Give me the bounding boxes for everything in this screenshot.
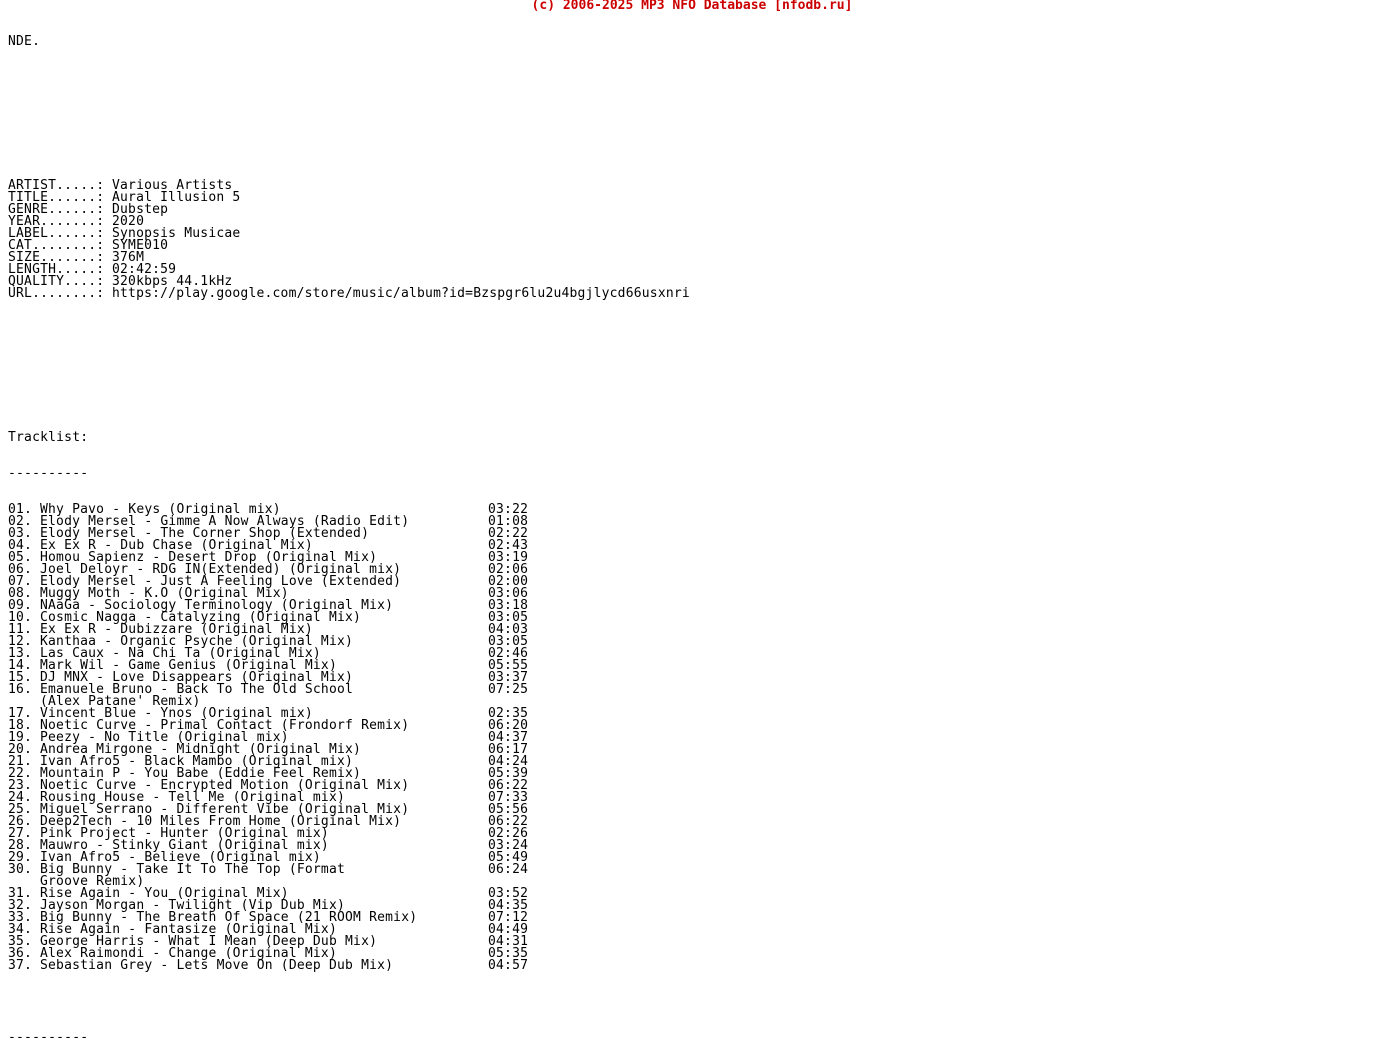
track-number: 22.: [8, 766, 33, 781]
track-duration: 03:06: [488, 586, 529, 601]
track-title: Peezy - No Title (Original mix): [40, 730, 289, 745]
track-duration: 06:20: [488, 718, 529, 733]
track-number: 09.: [8, 598, 33, 613]
track-title: Elody Mersel - The Corner Shop (Extended): [40, 526, 370, 541]
track-row: [8, 804, 690, 816]
track-title: Mark Wil - Game Genius (Original Mix): [40, 658, 337, 673]
track-title: Ivan Afro5 - Black Mambo (Original mix): [40, 754, 354, 769]
meta-value: Various Artists: [112, 178, 233, 193]
track-number: 28.: [8, 838, 33, 853]
track-number: 13.: [8, 646, 33, 661]
track-duration: 04:37: [488, 730, 529, 745]
track-number: 24.: [8, 790, 33, 805]
track-duration: 03:05: [488, 610, 529, 625]
track-row: [8, 948, 690, 960]
track-number: 05.: [8, 550, 33, 565]
track-duration: 03:05: [488, 634, 529, 649]
track-title: Big Bunny - Take It To The Top (Format: [40, 862, 346, 877]
track-title: Andrea Mirgone - Midnight (Original Mix): [40, 742, 362, 757]
track-title: Why Pavo - Keys (Original mix): [40, 502, 281, 517]
track-row: [8, 792, 690, 804]
track-number: 35.: [8, 934, 33, 949]
track-number: 14.: [8, 658, 33, 673]
meta-value: SYME010: [112, 238, 169, 253]
meta-key: URL........:: [8, 286, 105, 301]
meta-key: SIZE.......:: [8, 250, 105, 265]
track-title: Ivan Afro5 - Believe (Original mix): [40, 850, 321, 865]
spacer: [8, 360, 690, 372]
track-title-remix: (Alex Patane' Remix): [40, 694, 201, 709]
track-number: 21.: [8, 754, 33, 769]
track-duration: 02:35: [488, 706, 529, 721]
track-title: Elody Mersel - Just A Feeling Love (Extended): [40, 574, 402, 589]
track-title-remix: Groove Remix): [40, 874, 145, 889]
track-duration: 04:49: [488, 922, 529, 937]
meta-value: https://play.google.com/store/music/album?id=Bzspgr6lu2u4bgjlycd66usxnri: [112, 286, 690, 301]
track-number: 23.: [8, 778, 33, 793]
meta-key: ARTIST.....:: [8, 178, 105, 193]
track-number: 17.: [8, 706, 33, 721]
track-number: 26.: [8, 814, 33, 829]
tracklist-divider: ----------: [8, 466, 89, 481]
spacer: [8, 996, 690, 1008]
meta-row: [8, 204, 690, 216]
track-duration: 04:35: [488, 898, 529, 913]
track-title: Homou Sapienz - Desert Drop (Original Mix): [40, 550, 378, 565]
track-title: Miguel Serrano - Different Vibe (Original Mix): [40, 802, 410, 817]
track-row: [8, 924, 690, 936]
track-title: Vincent Blue - Ynos (Original mix): [40, 706, 313, 721]
track-row: [8, 912, 690, 924]
track-title: Emanuele Bruno - Back To The Old School: [40, 682, 354, 697]
track-duration: 03:24: [488, 838, 529, 853]
track-title: Pink Project - Hunter (Original mix): [40, 826, 329, 841]
track-duration: 06:22: [488, 778, 529, 793]
meta-value: 02:42:59: [112, 262, 177, 277]
track-title: Elody Mersel - Gimme A Now Always (Radio Edit): [40, 514, 410, 529]
track-duration: 02:46: [488, 646, 529, 661]
track-duration: 04:03: [488, 622, 529, 637]
track-duration: 03:37: [488, 670, 529, 685]
track-duration: 02:06: [488, 562, 529, 577]
track-title: NAaGa - Sociology Terminology (Original Mix): [40, 598, 394, 613]
track-row: [8, 864, 690, 876]
track-row: [8, 888, 690, 900]
spacer: [8, 72, 690, 84]
track-number: 32.: [8, 898, 33, 913]
track-duration: 07:25: [488, 682, 529, 697]
track-number: 03.: [8, 526, 33, 541]
track-number: 25.: [8, 802, 33, 817]
meta-row: [8, 252, 690, 264]
track-number: 31.: [8, 886, 33, 901]
meta-value: 2020: [112, 214, 145, 229]
track-title: Joel Deloyr - RDG IN(Extended) (Original mix): [40, 562, 402, 577]
track-number: 07.: [8, 574, 33, 589]
track-title: Kanthaa - Organic Psyche (Original Mix): [40, 634, 354, 649]
meta-value: Synopsis Musicae: [112, 226, 241, 241]
track-title: Rise Again - You (Original Mix): [40, 886, 289, 901]
track-duration: 07:12: [488, 910, 529, 925]
track-duration: 05:56: [488, 802, 529, 817]
track-number: 15.: [8, 670, 33, 685]
track-title: Deep2Tech - 10 Miles From Home (Original Mix): [40, 814, 402, 829]
spacer: [8, 144, 690, 156]
track-duration: 06:17: [488, 742, 529, 757]
copyright-notice: (c) 2006-2025 MP3 NFO Database [nfodb.ru]: [531, 0, 853, 13]
track-duration: 07:33: [488, 790, 529, 805]
track-number: 33.: [8, 910, 33, 925]
track-duration: 05:49: [488, 850, 529, 865]
meta-row: [8, 180, 690, 192]
track-title: Rousing House - Tell Me (Original mix): [40, 790, 346, 805]
track-row: [8, 780, 690, 792]
track-duration: 04:31: [488, 934, 529, 949]
track-number: 36.: [8, 946, 33, 961]
track-title: George Harris - What I Mean (Deep Dub Mix): [40, 934, 378, 949]
track-number: 16.: [8, 682, 33, 697]
track-number: 20.: [8, 742, 33, 757]
track-row: [8, 936, 690, 948]
track-duration: 03:19: [488, 550, 529, 565]
track-row: [8, 816, 690, 828]
spacer: [8, 324, 690, 336]
track-duration: 04:24: [488, 754, 529, 769]
track-number: 34.: [8, 922, 33, 937]
meta-key: CAT........:: [8, 238, 105, 253]
track-number: 11.: [8, 622, 33, 637]
track-number: 37.: [8, 958, 33, 973]
track-row: [8, 900, 690, 912]
track-title: Cosmic Nagga - Catalyzing (Original Mix): [40, 610, 362, 625]
meta-row: [8, 288, 690, 300]
track-number: 01.: [8, 502, 33, 517]
track-title: Noetic Curve - Encrypted Motion (Original Mix): [40, 778, 410, 793]
track-duration: 02:22: [488, 526, 529, 541]
track-duration: 03:52: [488, 886, 529, 901]
track-title: Big Bunny - The Breath Of Space (21 ROOM Remix): [40, 910, 418, 925]
track-duration: 02:00: [488, 574, 529, 589]
track-title: Mauwro - Stinky Giant (Original mix): [40, 838, 329, 853]
tracklist-heading: Tracklist:: [8, 430, 89, 445]
track-row: [8, 852, 690, 864]
meta-key: TITLE......:: [8, 190, 105, 205]
meta-key: GENRE......:: [8, 202, 105, 217]
meta-key: QUALITY....:: [8, 274, 105, 289]
meta-value: Dubstep: [112, 202, 169, 217]
track-number: 04.: [8, 538, 33, 553]
release-info: [8, 180, 690, 300]
meta-row: [8, 216, 690, 228]
track-title: Jayson Morgan - Twilight (Vip Dub Mix): [40, 898, 346, 913]
track-duration: 01:08: [488, 514, 529, 529]
meta-key: LENGTH.....:: [8, 262, 105, 277]
track-number: 30.: [8, 862, 33, 877]
track-row: [8, 960, 690, 972]
track-row: [8, 840, 690, 852]
meta-value: 376M: [112, 250, 145, 265]
meta-row: [8, 228, 690, 240]
track-row: [8, 828, 690, 840]
intro-text: NDE.: [8, 34, 41, 49]
nfo-document: [8, 12, 690, 1056]
track-number: 08.: [8, 586, 33, 601]
track-duration: 06:24: [488, 862, 529, 877]
track-duration: 02:43: [488, 538, 529, 553]
meta-value: 320kbps 44.1kHz: [112, 274, 233, 289]
track-number: 27.: [8, 826, 33, 841]
meta-value: Aural Illusion 5: [112, 190, 241, 205]
track-duration: 05:39: [488, 766, 529, 781]
track-number: 18.: [8, 718, 33, 733]
track-title: Alex Raimondi - Change (Original Mix): [40, 946, 337, 961]
meta-key: YEAR.......:: [8, 214, 105, 229]
track-duration: 03:22: [488, 502, 529, 517]
track-number: 19.: [8, 730, 33, 745]
track-number: 12.: [8, 634, 33, 649]
track-duration: 05:35: [488, 946, 529, 961]
meta-row: [8, 264, 690, 276]
track-duration: 03:18: [488, 598, 529, 613]
track-title: Sebastian Grey - Lets Move On (Deep Dub Mix): [40, 958, 394, 973]
track-number: 02.: [8, 514, 33, 529]
track-title: Rise Again - Fantasize (Original Mix): [40, 922, 337, 937]
meta-row: [8, 240, 690, 252]
track-number: 10.: [8, 610, 33, 625]
track-title-continuation: [8, 876, 690, 888]
footer-divider: ----------: [8, 1030, 89, 1045]
meta-row: [8, 192, 690, 204]
track-number: 29.: [8, 850, 33, 865]
track-duration: 04:57: [488, 958, 529, 973]
track-number: 06.: [8, 562, 33, 577]
track-title: Mountain P - You Babe (Eddie Feel Remix): [40, 766, 362, 781]
track-title: Las Caux - Na Chi Ta (Original Mix): [40, 646, 321, 661]
track-title: Ex Ex R - Dub Chase (Original Mix): [40, 538, 313, 553]
track-duration: 05:55: [488, 658, 529, 673]
track-duration: 06:22: [488, 814, 529, 829]
spacer: [8, 396, 690, 408]
track-title: DJ MNX - Love Disappears (Original Mix): [40, 670, 354, 685]
track-duration: 02:26: [488, 826, 529, 841]
track-title: Ex Ex R - Dubizzare (Original Mix): [40, 622, 313, 637]
track-title: Noetic Curve - Primal Contact (Frondorf Remix): [40, 718, 410, 733]
spacer: [8, 108, 690, 120]
meta-key: LABEL......:: [8, 226, 105, 241]
tracklist: [8, 504, 690, 972]
track-title: Muggy Moth - K.O (Original Mix): [40, 586, 289, 601]
